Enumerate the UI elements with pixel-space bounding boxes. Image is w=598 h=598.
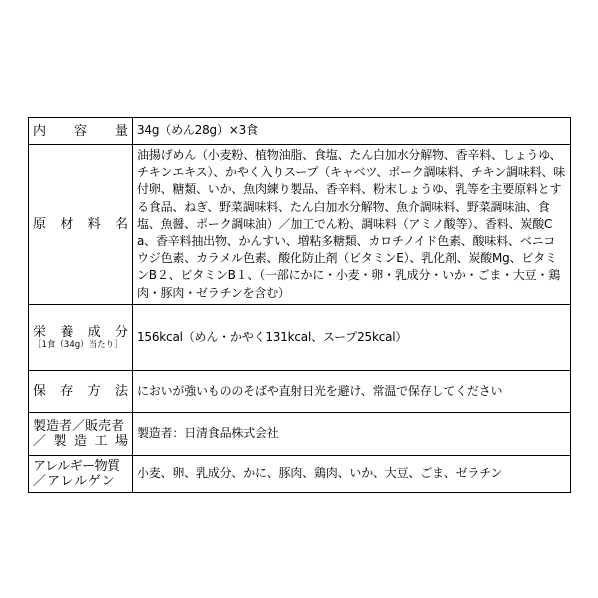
table-row-storage [29,370,571,412]
product-info-table [28,117,571,493]
label-contents: 内 容 量 [29,118,133,145]
value-nutrition: 156kcal（めん・かやく131kcal、スープ25kcal） [133,304,571,370]
value-manufacturer: 製造者：日清食品株式会社 [133,412,571,455]
value-ingredients: 油揚げめん（小麦粉、植物油脂、食塩、たん白加水分解物、香辛料、しょうゆ、チキンエキス）、かやく入りスープ（キャベツ、ポーク調味料、チキン調味料、味付卵、糖類、いか、魚肉練り製品、香辛料、粉末しょうゆ、乳等を主要原料とする食品、ねぎ、野菜調味料、たん白加水分解物、魚介調味料、野菜調味油、食塩、魚醤、ポーク調味油）／加工でん粉、調味料（アミノ酸等）、香料、炭酸Ca、香辛料抽出物、かんすい、増粘多糖類、カロチノイド色素、酸味料、ベニコウジ色素、カラメル色素、酸化防止剤（ビタミンE）、乳化剤、炭酸Mg、ビタミンB２、ビタミンB１、（一部にかに・小麦・卵・乳成分・いか・ごま・大豆・鶏肉・豚肉・ゼラチンを含む） [133,145,571,305]
label-ingredients: 原 材 料 名 [29,145,133,305]
nutrition-serving-note: ［1食（34g）当たり］ [33,339,123,350]
label-nutrition: 栄 養 成 分 ［1食（34g）当たり］ [29,304,133,370]
table-row-ingredients [29,145,571,305]
value-contents: 34g（めん28g）×3食 [133,118,571,145]
label-storage: 保 存 方 法 [29,370,133,412]
table-row-nutrition [29,304,571,370]
label-allergens: アレルギー物質 ／アレルゲン [29,455,133,492]
label-manufacturer: 製造者／販売者 ／ 製 造 工 場 [29,412,133,455]
table-row-contents [29,118,571,145]
value-allergens: 小麦、卵、乳成分、かに、豚肉、鶏肉、いか、大豆、ごま、ゼラチン [133,455,571,492]
table-row-manufacturer [29,412,571,455]
table-row-allergens [29,455,571,492]
value-storage: においが強いもののそばや直射日光を避け、常温で保存してください [133,370,571,412]
